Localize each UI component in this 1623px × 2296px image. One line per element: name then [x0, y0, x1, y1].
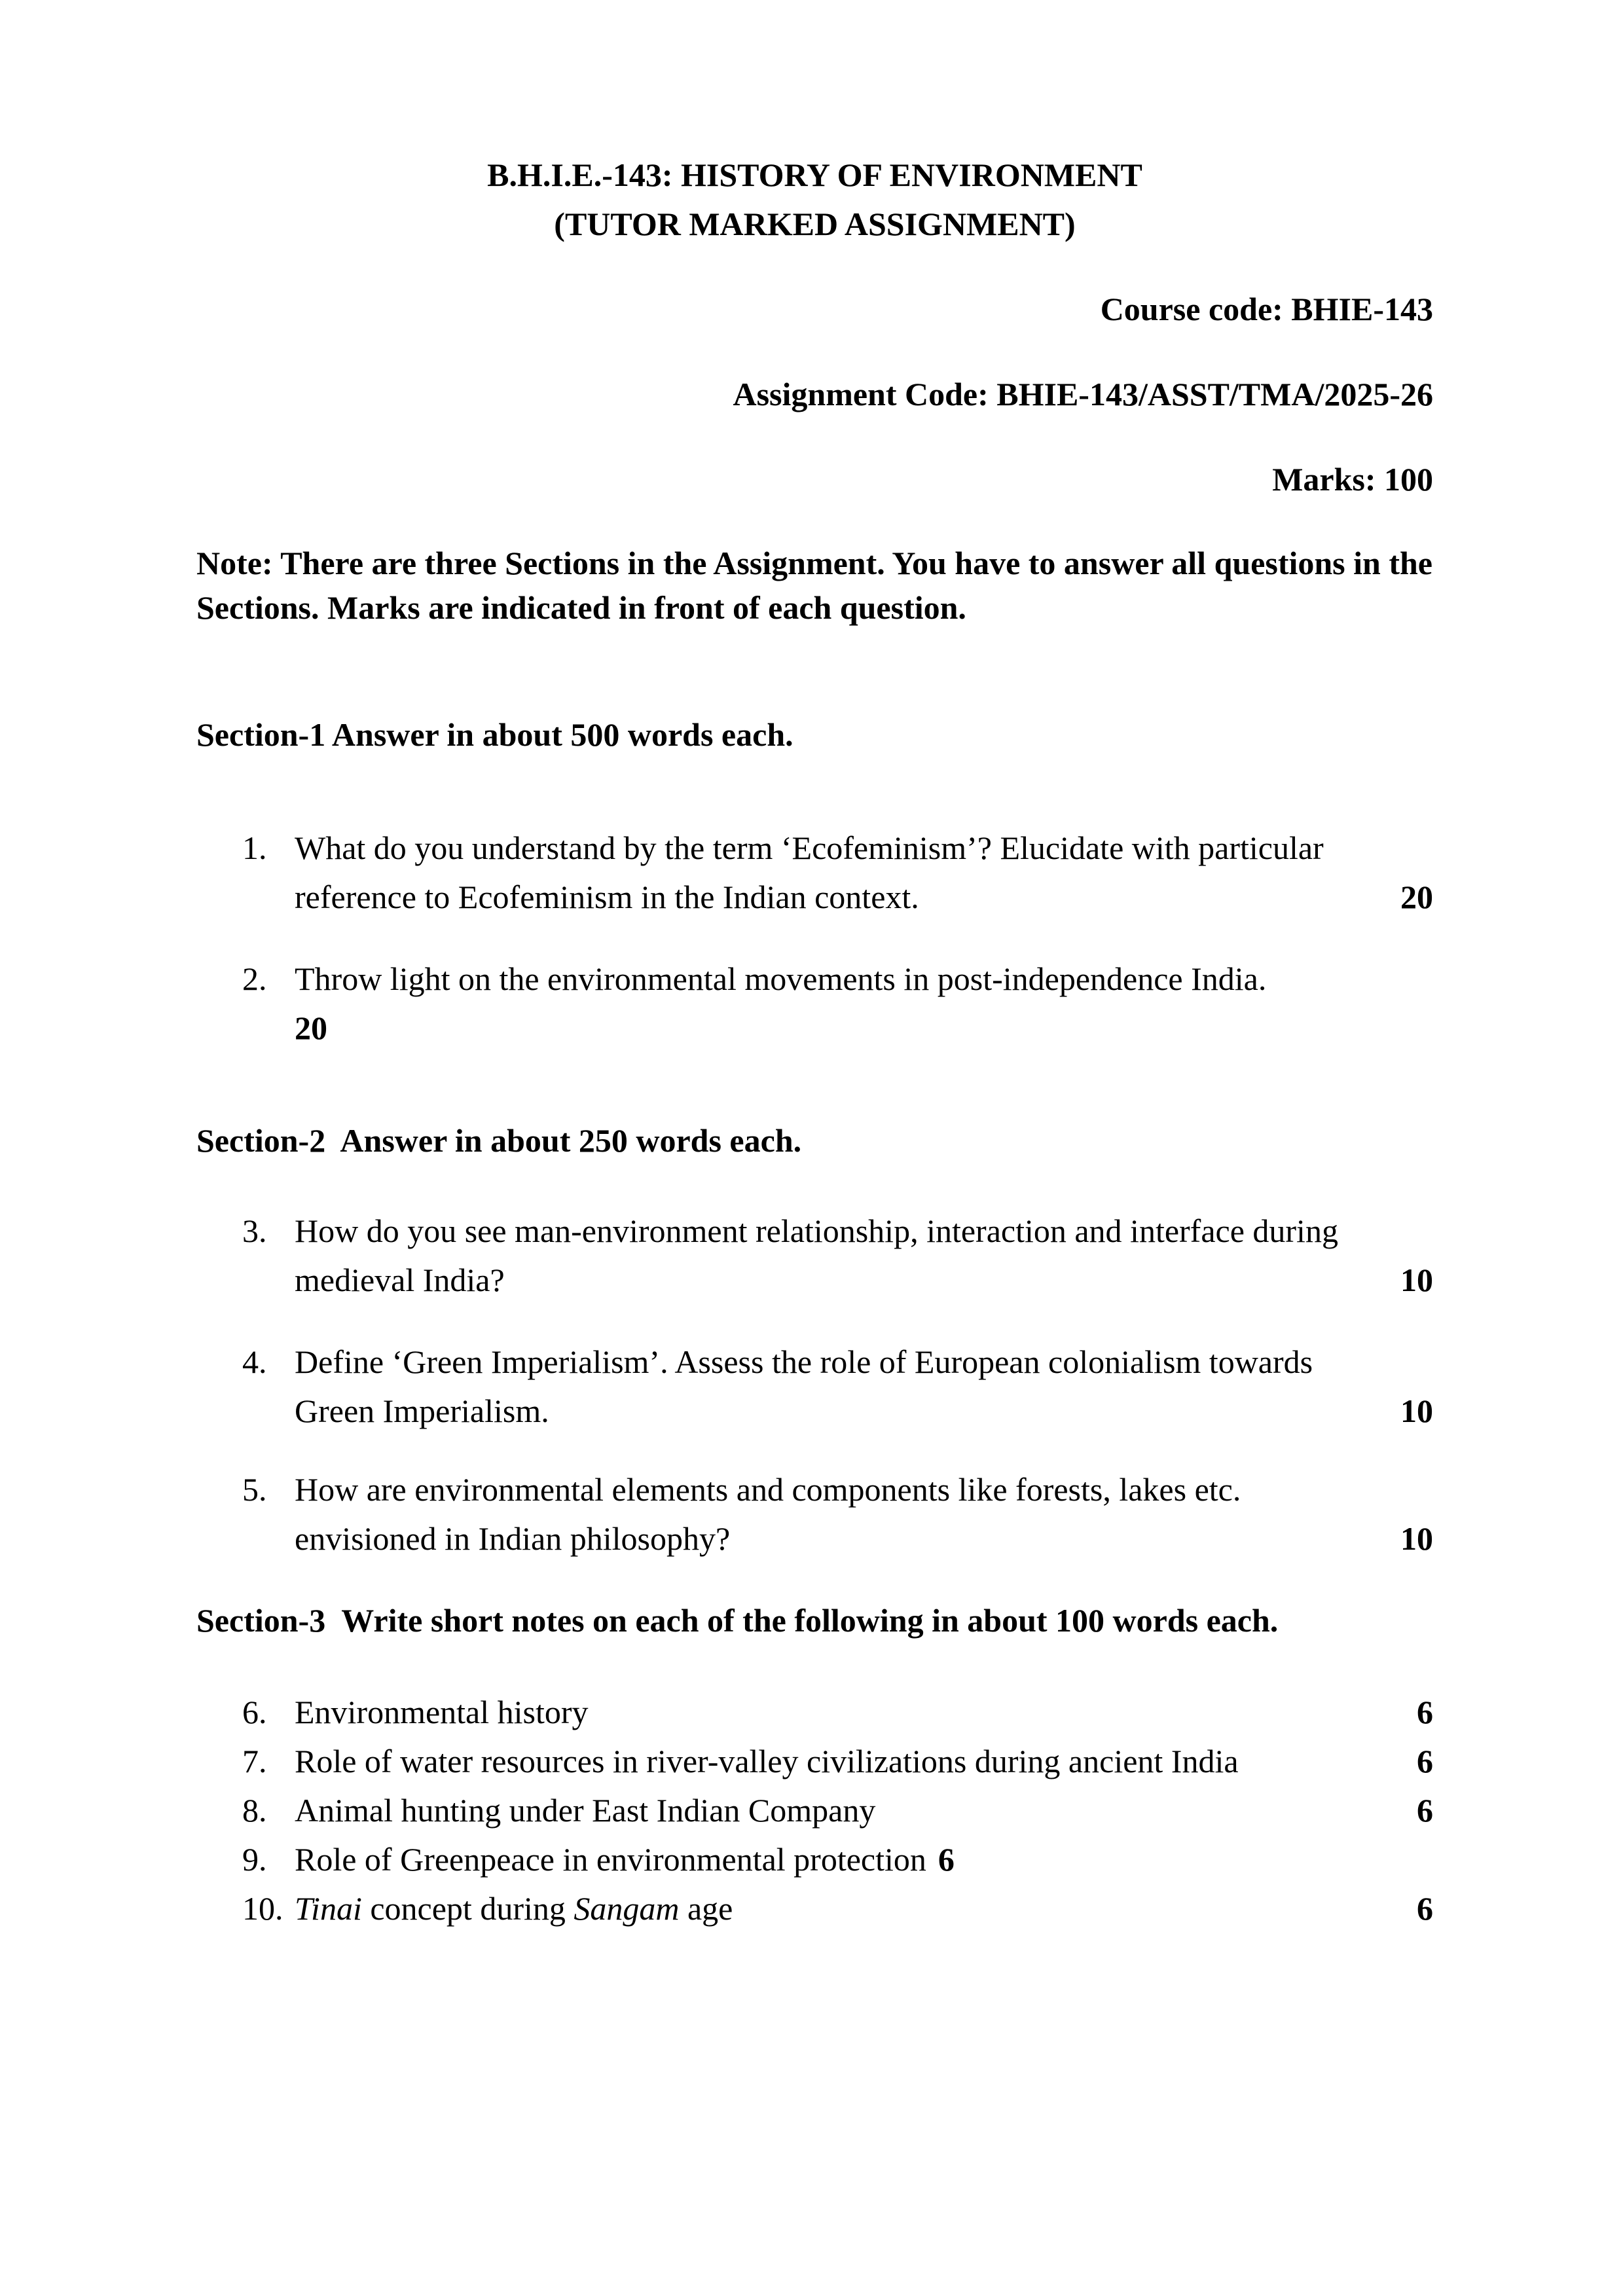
question-number: 9. — [242, 1841, 267, 1878]
question-marks: 20 — [295, 1010, 327, 1046]
assignment-code: Assignment Code: BHIE-143/ASST/TMA/2025-26 — [733, 376, 1433, 412]
question-number: 6. — [242, 1694, 267, 1730]
question-marks: 20 — [1400, 879, 1433, 915]
question-text-run: Role of Greenpeace in environmental protection — [295, 1841, 926, 1878]
question-text-run-italic: Tinai — [295, 1890, 362, 1927]
total-marks: Marks: 100 — [1272, 461, 1433, 498]
question-text: Role of water resources in river-valley civilizations during ancient India — [295, 1743, 1239, 1779]
question-number: 10. — [242, 1890, 283, 1927]
question-text: How do you see man-environment relationship, interaction and interface during medieval India? — [295, 1212, 1338, 1298]
section-3-heading: Section-3 Write short notes on each of the following in about 100 words each. — [196, 1602, 1279, 1639]
section-1-heading: Section-1 Answer in about 500 words each. — [196, 716, 793, 753]
question-text-run-italic: Sangam — [574, 1890, 680, 1927]
question-item-1 — [196, 824, 1433, 922]
question-number: 1. — [242, 829, 267, 866]
question-text — [295, 1884, 1381, 1933]
document-title: B.H.I.E.-143: HISTORY OF ENVIRONMENT — [487, 156, 1142, 193]
question-marks: 6 — [1417, 1792, 1433, 1829]
question-number: 8. — [242, 1792, 267, 1829]
question-marks: 6 — [1417, 1743, 1433, 1779]
question-number: 7. — [242, 1743, 267, 1779]
question-item-10 — [196, 1884, 1433, 1933]
question-item-4 — [196, 1338, 1433, 1436]
question-item-8 — [196, 1786, 1433, 1835]
question-text: Define ‘Green Imperialism’. Assess the role of European colonialism towards Green Imperialism. — [295, 1343, 1313, 1429]
question-text-run: concept during — [361, 1890, 574, 1927]
question-item-6 — [196, 1688, 1433, 1737]
question-number: 4. — [242, 1343, 267, 1380]
question-text: How are environmental elements and components like forests, lakes etc. envisioned in Indian philosophy? — [295, 1471, 1241, 1557]
question-item-7 — [196, 1737, 1433, 1786]
document-title-block — [196, 151, 1433, 249]
question-item-3 — [196, 1207, 1433, 1305]
question-item-5 — [196, 1465, 1433, 1563]
question-text: Animal hunting under East Indian Company — [295, 1792, 876, 1829]
question-marks: 10 — [1400, 1520, 1433, 1557]
question-text: Throw light on the environmental movements in post-independence India. — [295, 960, 1267, 997]
course-code: Course code: BHIE-143 — [1100, 291, 1433, 327]
question-number: 3. — [242, 1212, 267, 1249]
question-text: Environmental history — [295, 1694, 589, 1730]
note-text: Note: There are three Sections in the Assignment. You have to answer all questions in the Sections. Marks are indicated in front of each question. — [196, 545, 1432, 626]
question-item-2 — [196, 955, 1433, 1004]
question-marks: 6 — [1417, 1694, 1433, 1730]
question-text-run: age — [679, 1890, 733, 1927]
question-marks: 6 — [1417, 1890, 1433, 1927]
question-marks: 10 — [1400, 1262, 1433, 1298]
section-2-heading: Section-2 Answer in about 250 words each. — [196, 1122, 802, 1159]
question-text — [295, 1835, 1395, 1884]
question-number: 2. — [242, 960, 267, 997]
question-text: What do you understand by the term ‘Ecofeminism’? Elucidate with particular reference to Ecofeminism in the Indian context. — [295, 829, 1324, 915]
question-marks: 6 — [938, 1841, 955, 1878]
question-item-9 — [196, 1835, 1433, 1884]
question-number: 5. — [242, 1471, 267, 1508]
question-marks: 10 — [1400, 1393, 1433, 1429]
document-subtitle: (TUTOR MARKED ASSIGNMENT) — [554, 206, 1076, 242]
